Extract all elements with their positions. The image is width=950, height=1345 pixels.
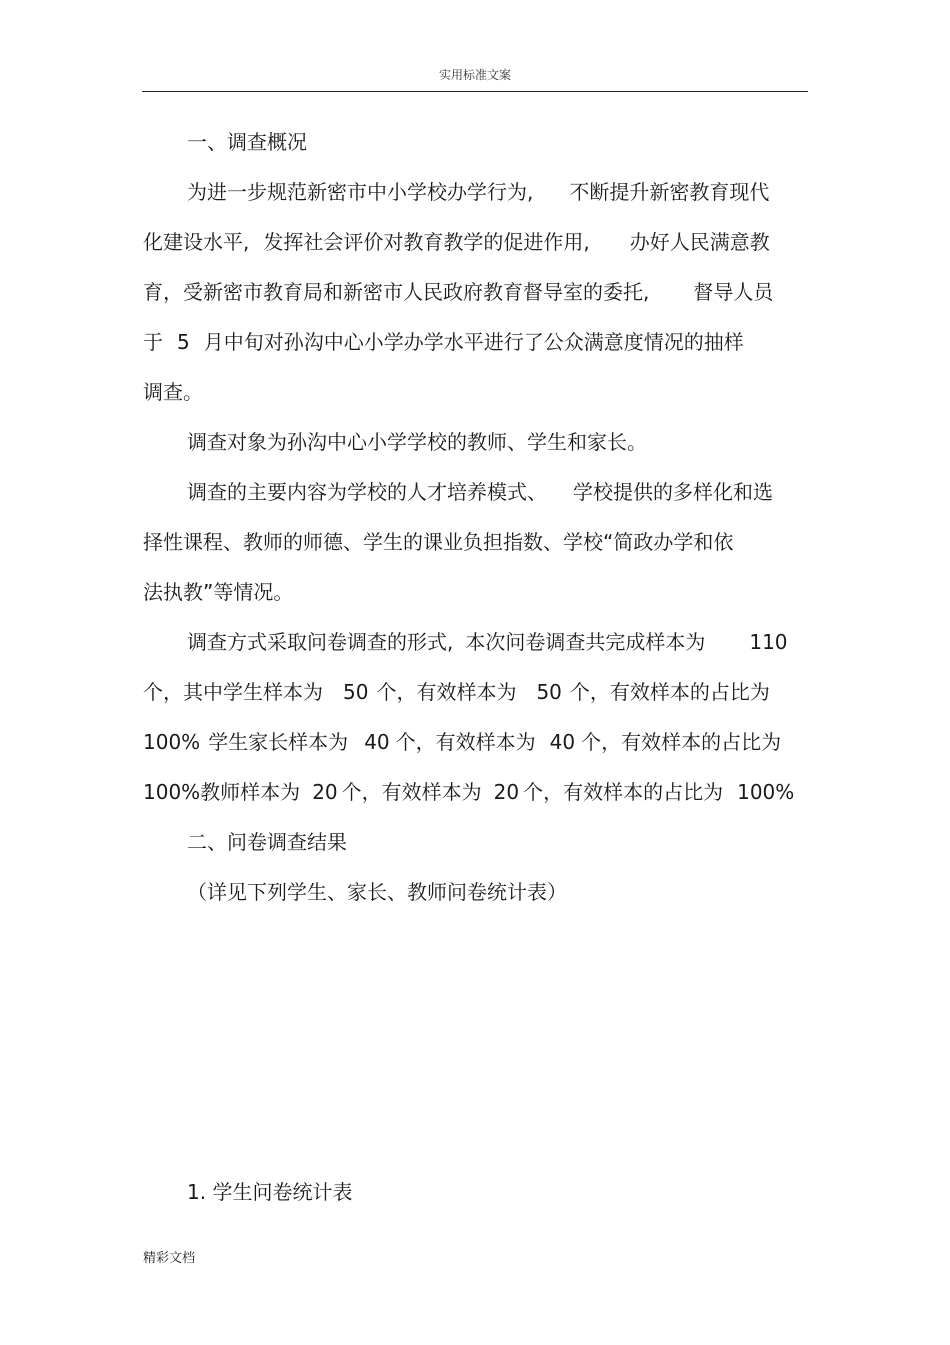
section-2-title: 二、问卷调查结果	[187, 830, 347, 854]
section-2-note: （详见下列学生、家长、教师问卷统计表）	[187, 880, 567, 904]
table-1-title: 1. 学生问卷统计表	[187, 1180, 353, 1204]
section-1-title: 一、调查概况	[187, 130, 307, 154]
header-rule	[142, 91, 808, 92]
paragraph-4-line-2: 个，其中学生样本为 50 个，有效样本为 50 个，有效样本的占比为	[143, 680, 770, 704]
page-footer: 精彩文档	[143, 1251, 196, 1266]
paragraph-3-line-2: 择性课程、教师的师德、学生的课业负担指数、学校“简政办学和依	[143, 530, 734, 554]
paragraph-4-line-4: 100%教师样本为 20 个，有效样本为 20 个，有效样本的占比为 100%	[143, 780, 795, 804]
page-header: 实用标准文案	[438, 68, 511, 82]
paragraph-1-line-3: 育，受新密市教育局和新密市人民政府教育督导室的委托, 督导人员	[143, 280, 774, 304]
paragraph-3-line-1: 调查的主要内容为学校的人才培养模式、 学校提供的多样化和选	[187, 480, 773, 504]
paragraph-1-line-1: 为进一步规范新密市中小学校办学行为, 不断提升新密教育现代	[187, 180, 770, 204]
paragraph-3-line-3: 法执教”等情况。	[143, 580, 294, 604]
paragraph-1-line-2: 化建设水平, 发挥社会评价对教育教学的促进作用, 办好人民满意教	[143, 230, 770, 254]
paragraph-1-line-4: 于 5 月中旬对孙沟中心小学办学水平进行了公众满意度情况的抽样	[143, 330, 744, 354]
paragraph-2: 调查对象为孙沟中心小学学校的教师、学生和家长。	[187, 430, 647, 454]
paragraph-4-line-3: 100% 学生家长样本为 40 个，有效样本为 40 个，有效样本的占比为	[143, 730, 782, 754]
paragraph-4-line-1: 调查方式采取问卷调查的形式, 本次问卷调查共完成样本为 110	[187, 630, 788, 654]
paragraph-1-line-5: 调查。	[143, 380, 203, 404]
